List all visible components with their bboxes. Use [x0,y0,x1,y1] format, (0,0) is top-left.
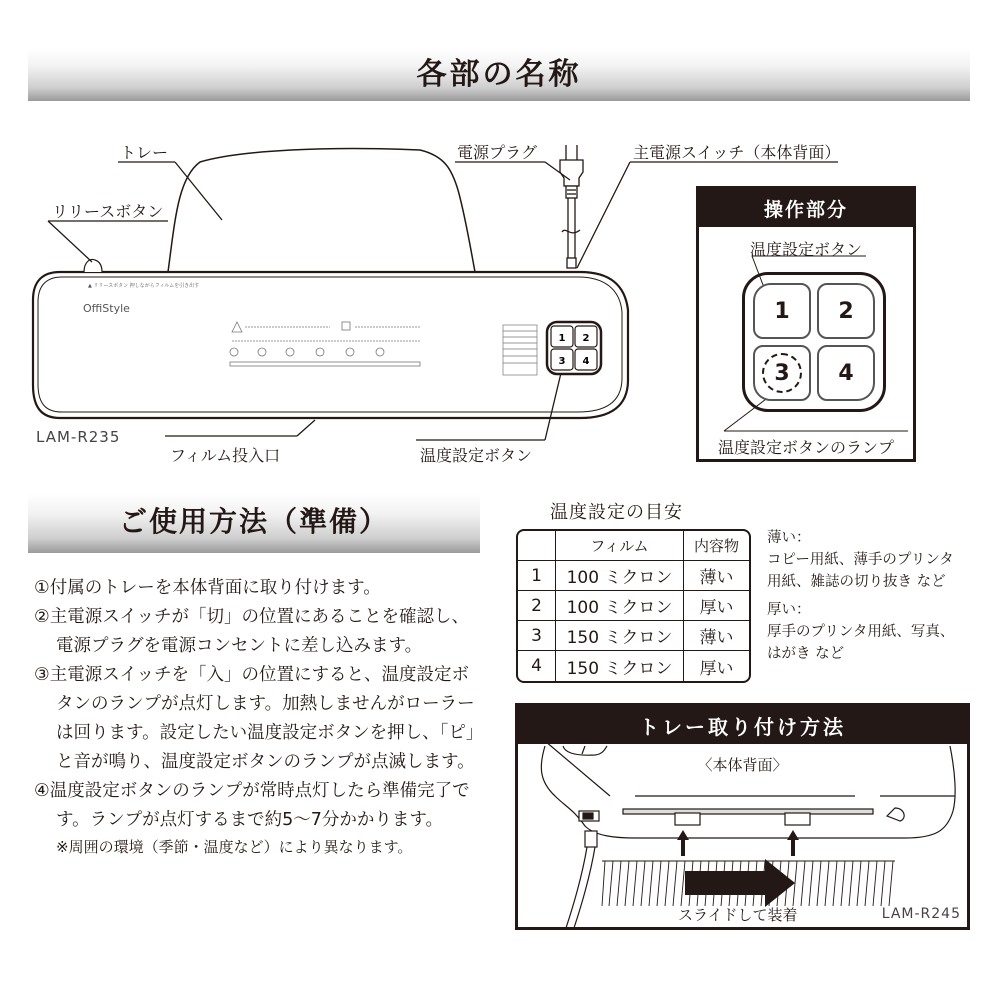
label-power-plug: 電源プラグ [457,143,538,162]
temp-keypad [742,272,886,412]
table-cell: 1 [518,561,556,591]
table-header [518,531,556,561]
table-header: フィルム [556,531,684,561]
svg-text:2: 2 [582,333,590,344]
legend-thick-line1: 厚手のプリンタ用紙、写真、 [767,624,955,640]
table-cell: 100 ミクロン [556,591,684,621]
legend-thin-label: 薄い： [767,530,811,546]
table-cell: 厚い [699,658,734,679]
temp-key-3[interactable] [753,345,811,401]
table-row [518,621,749,651]
operation-panel-box [696,186,916,462]
table-row [518,591,749,621]
step-3: ③主電源スイッチを「入」の位置にすると、温度設定ボタンのランプが点灯します。加熱しませんがローラーは回ります。設定したい温度設定ボタンを押し、「ピ」と音が鳴り、温度設定ボタンのランプが点滅します。 [34,665,484,772]
thickness-legend [767,527,954,665]
temp-guide-table [516,529,751,683]
table-row [518,651,749,681]
model-number-r245: LAM-R245 [881,906,961,922]
table-cell: 4 [518,651,556,681]
label-tray: トレー [120,143,169,162]
table-cell: 150 ミクロン [556,621,684,651]
label-main-switch: 主電源スイッチ（本体背面） [633,143,841,162]
temp-key-4[interactable]: 4 [817,345,875,401]
section-title-parts: 各部の名称 [28,48,970,101]
legend-thick-line2: はがき など [767,646,845,662]
table-cell: 3 [518,621,556,651]
svg-text:3: 3 [558,356,566,367]
temp-key-2[interactable]: 2 [817,283,875,339]
back-view-label: 〈本体背面〉 [697,756,788,774]
model-number: LAM-R235 [36,428,121,446]
table-header: 内容物 [684,531,749,561]
table-cell: 厚い [684,591,749,621]
step-2: ②主電源スイッチが「切」の位置にあることを確認し、電源プラグを電源コンセントに差し込みます。 [34,607,469,656]
step-1: ①付属のトレーを本体背面に取り付けます。 [34,578,381,598]
step-4: ④温度設定ボタンのランプが常時点灯したら準備完了です。ランプが点灯するまで約5〜7分かかります。 [34,781,470,830]
table-cell: 薄い [684,621,749,651]
operation-panel-title: 操作部分 [699,189,913,227]
body-keypad [547,322,601,374]
table-cell: 100 ミクロン [556,561,684,591]
label-release-button: リリースボタン [52,202,164,221]
warning-label [228,322,423,370]
setup-steps [34,574,484,862]
table-header-row [518,531,749,561]
release-button-shape [84,260,102,273]
temp-guide-title: 温度設定の目安 [550,502,683,523]
temp-key-1[interactable]: 1 [753,283,811,339]
table-cell: 2 [518,591,556,621]
legend-thick-label: 厚い： [767,602,811,618]
svg-text:1: 1 [558,333,566,344]
section-title-usage: ご使用方法（準備） [28,493,480,553]
slide-label: スライドして装着 [678,906,798,924]
steps-note: ※周囲の環境（季節・温度など）により異なります。 [56,838,413,856]
label-temp-button: 温度設定ボタン [420,446,533,465]
lamp-indicator: 3 [762,353,802,393]
table-cell: 150 ミクロン [556,651,684,681]
legend-thin-line2: 用紙、雑誌の切り抜き など [767,574,946,590]
power-plug-drawing [560,145,583,268]
svg-text:4: 4 [582,356,590,367]
tray-install-title: トレー取り付け方法 [518,706,967,744]
table-row [518,561,749,591]
lamp-label: 温度設定ボタンのランプ [717,438,894,457]
label-film-slot: フィルム投入口 [170,446,281,465]
legend-thin-line1: コピー用紙、薄手のプリンタ [767,552,954,568]
release-note-text: ▲ リリースボタン 押しながらフィルムを引き出す [88,283,200,289]
tray-install-box [515,703,970,930]
slide-arrow-icon [685,859,795,907]
temp-button-label: 温度設定ボタン [749,240,862,259]
table-cell: 薄い [684,561,749,591]
brand-logo: OffiStyle [83,302,130,315]
